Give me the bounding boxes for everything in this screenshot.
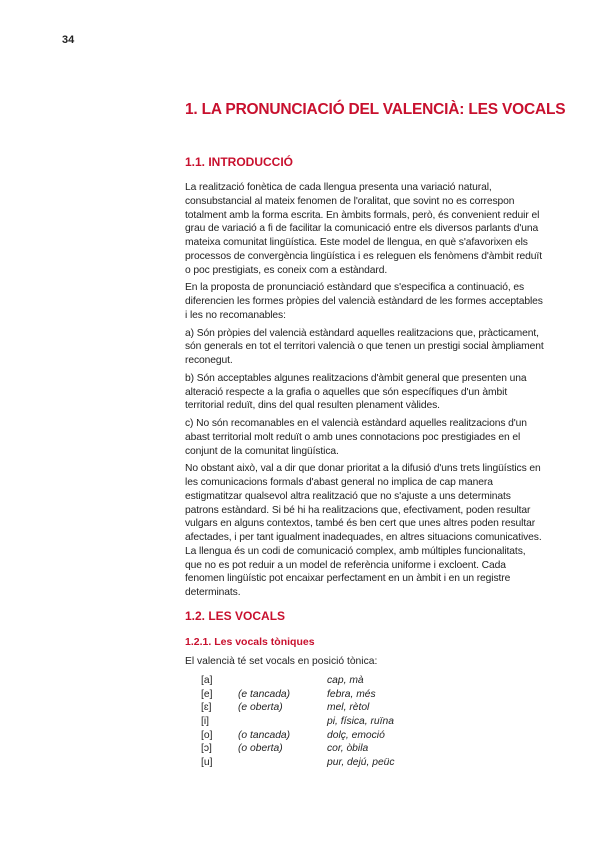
vowel-symbol: [i] [201, 716, 210, 728]
section-heading-introduccio: 1.1. INTRODUCCIÓ [185, 155, 294, 169]
paragraph-4: b) Són acceptables algunes realitzacions d'àmbit general que presenten una alteració respecte a la grafia o aquelles que són específiques d'un àmbit territorial reduït, dins del qual resulten plenament vàlides. [185, 372, 527, 412]
vowels-intro: El valencià té set vocals en posició tònica: [185, 656, 378, 667]
vowel-examples: cap, mà [327, 675, 364, 686]
paragraph-6: No obstant això, val a dir que donar prioritat a la difusió d'uns trets lingüístics en les comunicacions formals d'abast general no implica de cap manera estigmatitzar qualsevol altra realització que no s'ajuste a uns determinats patrons estàndard. Si bé hi ha realitzacions que, efectivament, poden resultar vulgars en alguns contextos, també és ben cert que unes altres poden resultar afectades, i per tant igualment inadequades, en altres situacions comunicatives. La llengua és un codi de comunicació complex, amb múltiples funcionalitats, que no es pot reduir a un model de referència uniforme i excloent. Cada fenomen lingüístic pot encaixar perfectament en un àmbit i en un registre determinats. [185, 463, 542, 598]
vowel-symbol: [o] [201, 729, 213, 741]
page-number: 34 [62, 34, 75, 46]
vowel-symbol: [u] [201, 757, 213, 769]
vowel-examples: cor, òbila [327, 743, 369, 755]
intro-paragraphs [185, 181, 545, 604]
vowel-examples: dolç, emoció [327, 729, 385, 741]
chapter-title: 1. LA PRONUNCIACIÓ DEL VALENCIÀ: LES VOCALS [185, 101, 566, 118]
section-heading-vocals: 1.2. LES VOCALS [185, 609, 286, 623]
vowel-symbol: [e] [201, 688, 213, 700]
vowel-note: (e oberta) [238, 702, 283, 714]
vowel-examples: febra, més [327, 688, 376, 700]
vowel-note: (e tancada) [238, 688, 291, 700]
vowel-note: (o tancada) [238, 729, 291, 741]
paragraph-1: La realització fonètica de cada llengua presenta una variació natural, consubstancial al mateix fenomen de l'oralitat, que sovint no es correspon totalment amb la forma escrita. En àmbits formals, però, és convenient reduir el grau de variació a fi de facilitar la comunicació entre els diversos parlants d'una mateixa comunitat lingüística. Este model de llengua, en què s'afavorixen els processos de convergència lingüística i es releguen els fenòmens d'àmbit reduït o poc prestigiats, es coneix com a estàndard. [185, 182, 542, 276]
vowel-symbol: [ɔ] [201, 743, 212, 755]
vowel-examples: mel, rètol [327, 702, 370, 714]
vowel-note: (o oberta) [238, 743, 283, 755]
paragraph-5: c) No són recomanables en el valencià estàndard aquelles realitzacions d'un abast territorial molt reduït o amb unes connotacions poc prestigiades en el conjunt de la comunitat lingüística. [185, 418, 527, 457]
vowel-examples: pi, física, ruïna [327, 716, 394, 728]
vowel-symbol: [ɛ] [201, 702, 212, 714]
paragraph-2: En la proposta de pronunciació estàndard que s'especifica a continuació, es diferencien les formes pròpies del valencià estàndard de les formes acceptables i les no recomanables: [185, 282, 543, 321]
subsection-heading-vocals-toniques: 1.2.1. Les vocals tòniques [185, 636, 315, 648]
vowel-examples: pur, dejú, peüc [327, 757, 395, 769]
vowel-symbol: [a] [201, 675, 213, 686]
paragraph-3: a) Són pròpies del valencià estàndard aquelles realitzacions que, pràcticament, són generals en tot el territori valencià o que tenen un prestigi social àmpliament reconegut. [185, 327, 544, 366]
